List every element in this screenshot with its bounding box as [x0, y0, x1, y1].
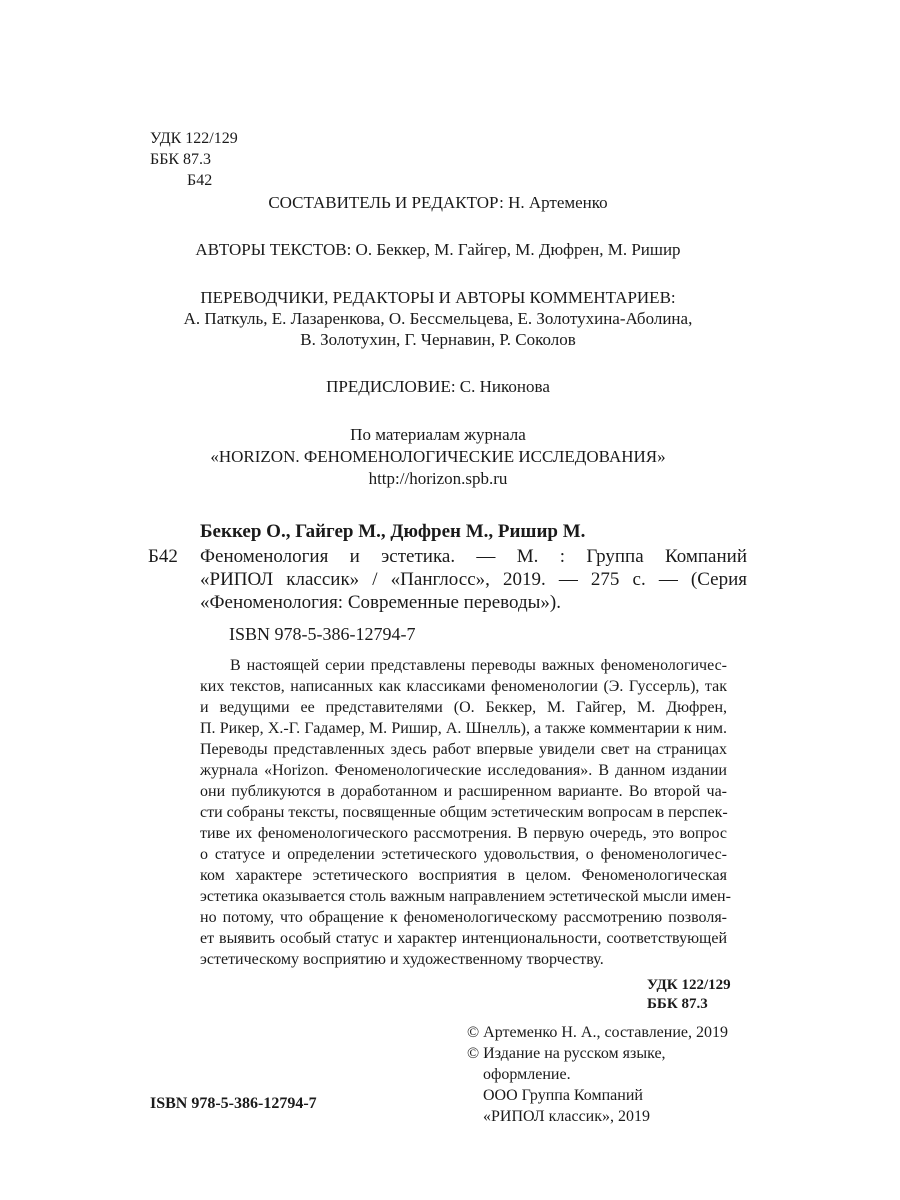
copyright-line-3: оформление. [483, 1066, 571, 1083]
translators-credit [0, 287, 876, 350]
journal-url: http://horizon.spb.ru [368, 469, 508, 488]
bbk-code: ББК 87.3 [150, 151, 212, 168]
bib-description [200, 545, 747, 614]
bib-cutter: Б42 [148, 546, 178, 567]
journal-source [0, 424, 876, 490]
copyright-line-4: ООО Группа Компаний [483, 1087, 643, 1104]
preface-credit: ПРЕДИСЛОВИЕ: С. Никонова [326, 377, 550, 396]
abstract-line: сти собраны тексты, посвященные общим эстетическим вопросам в перспек- [200, 804, 728, 821]
abstract-line: ких текстов, написанных как классиками феноменологии (Э. Гуссерль), так [200, 678, 727, 695]
bib-line-1: Феноменология и эстетика. — М. : Группа Компаний [200, 546, 747, 567]
bib-isbn: ISBN 978-5-386-12794-7 [229, 624, 416, 644]
bottom-classification-codes [647, 976, 747, 1014]
abstract-line: Переводы представленных здесь работ впервые увидели свет на страницах [200, 741, 727, 758]
abstract-line: они публикуются в доработанном и расширенном варианте. Во второй ча- [200, 783, 727, 800]
abstract-line: ком характере эстетического восприятия в целом. Феноменологическая [200, 867, 727, 884]
abstract-line: и ведущими ее представителями (О. Беккер, М. Гайгер, М. Дюфрен, [200, 699, 727, 716]
abstract-line: П. Рикер, Х.-Г. Гадамер, М. Ришир, А. Шнелль), а также комментарии к ним. [200, 720, 727, 737]
abstract-paragraph [200, 655, 731, 970]
abstract-line: эстетическому восприятию и художественному творчеству. [200, 951, 604, 968]
compiler-credit: СОСТАВИТЕЛЬ И РЕДАКТОР: Н. Артеменко [268, 193, 608, 212]
bib-line-2: «РИПОЛ классик» / «Панглосс», 2019. — 275 с. — (Серия [200, 569, 747, 590]
abstract-line: эстетика оказывается столь важным направлением эстетической мысли имен- [200, 888, 731, 905]
journal-intro: По материалам журнала [350, 425, 526, 444]
copyright-line-2: © Издание на русском языке, [467, 1045, 666, 1062]
copyright-line-1: © Артеменко Н. А., составление, 2019 [467, 1024, 728, 1041]
copyright-block [467, 1022, 747, 1127]
top-classification-codes [150, 128, 350, 191]
authors-credit: АВТОРЫ ТЕКСТОВ: О. Беккер, М. Гайгер, М. Дюфрен, М. Ришир [195, 240, 681, 259]
translators-heading: ПЕРЕВОДЧИКИ, РЕДАКТОРЫ И АВТОРЫ КОММЕНТАРИЕВ: [200, 288, 676, 307]
bottom-udk-code: УДК 122/129 [647, 977, 731, 993]
bottom-bbk-code: ББК 87.3 [647, 996, 708, 1012]
translators-names-line-1: А. Паткуль, Е. Лазаренкова, О. Бессмельцева, Е. Золотухина-Аболина, [183, 309, 693, 328]
copyright-line-5: «РИПОЛ классик», 2019 [483, 1108, 651, 1125]
abstract-line: В настоящей серии представлены переводы важных феноменологичес- [230, 657, 727, 674]
udk-code: УДК 122/129 [150, 130, 238, 147]
cutter-code: Б42 [187, 172, 213, 189]
bottom-isbn: ISBN 978-5-386-12794-7 [150, 1095, 317, 1112]
abstract-line: ет выявить особый статус и характер интенциональности, соответствующей [200, 930, 727, 947]
abstract-line: журнала «Horizon. Феноменологические исследования». В данном издании [200, 762, 727, 779]
translators-names-line-2: В. Золотухин, Г. Чернавин, Р. Соколов [300, 330, 576, 349]
abstract-line: но потому, что обращение к феноменологическому рассмотрению позволя- [200, 909, 727, 926]
bib-authors: Беккер О., Гайгер М., Дюфрен М., Ришир М. [200, 521, 586, 542]
abstract-line: о статусе и определении эстетического удовольствия, о феноменологичес- [200, 846, 727, 863]
abstract-line: тиве их феноменологического рассмотрения. В первую очередь, это вопрос [200, 825, 727, 842]
bib-line-3: «Феноменология: Современные переводы»). [200, 592, 561, 613]
journal-title: «HORIZON. ФЕНОМЕНОЛОГИЧЕСКИЕ ИССЛЕДОВАНИЯ» [210, 447, 666, 466]
